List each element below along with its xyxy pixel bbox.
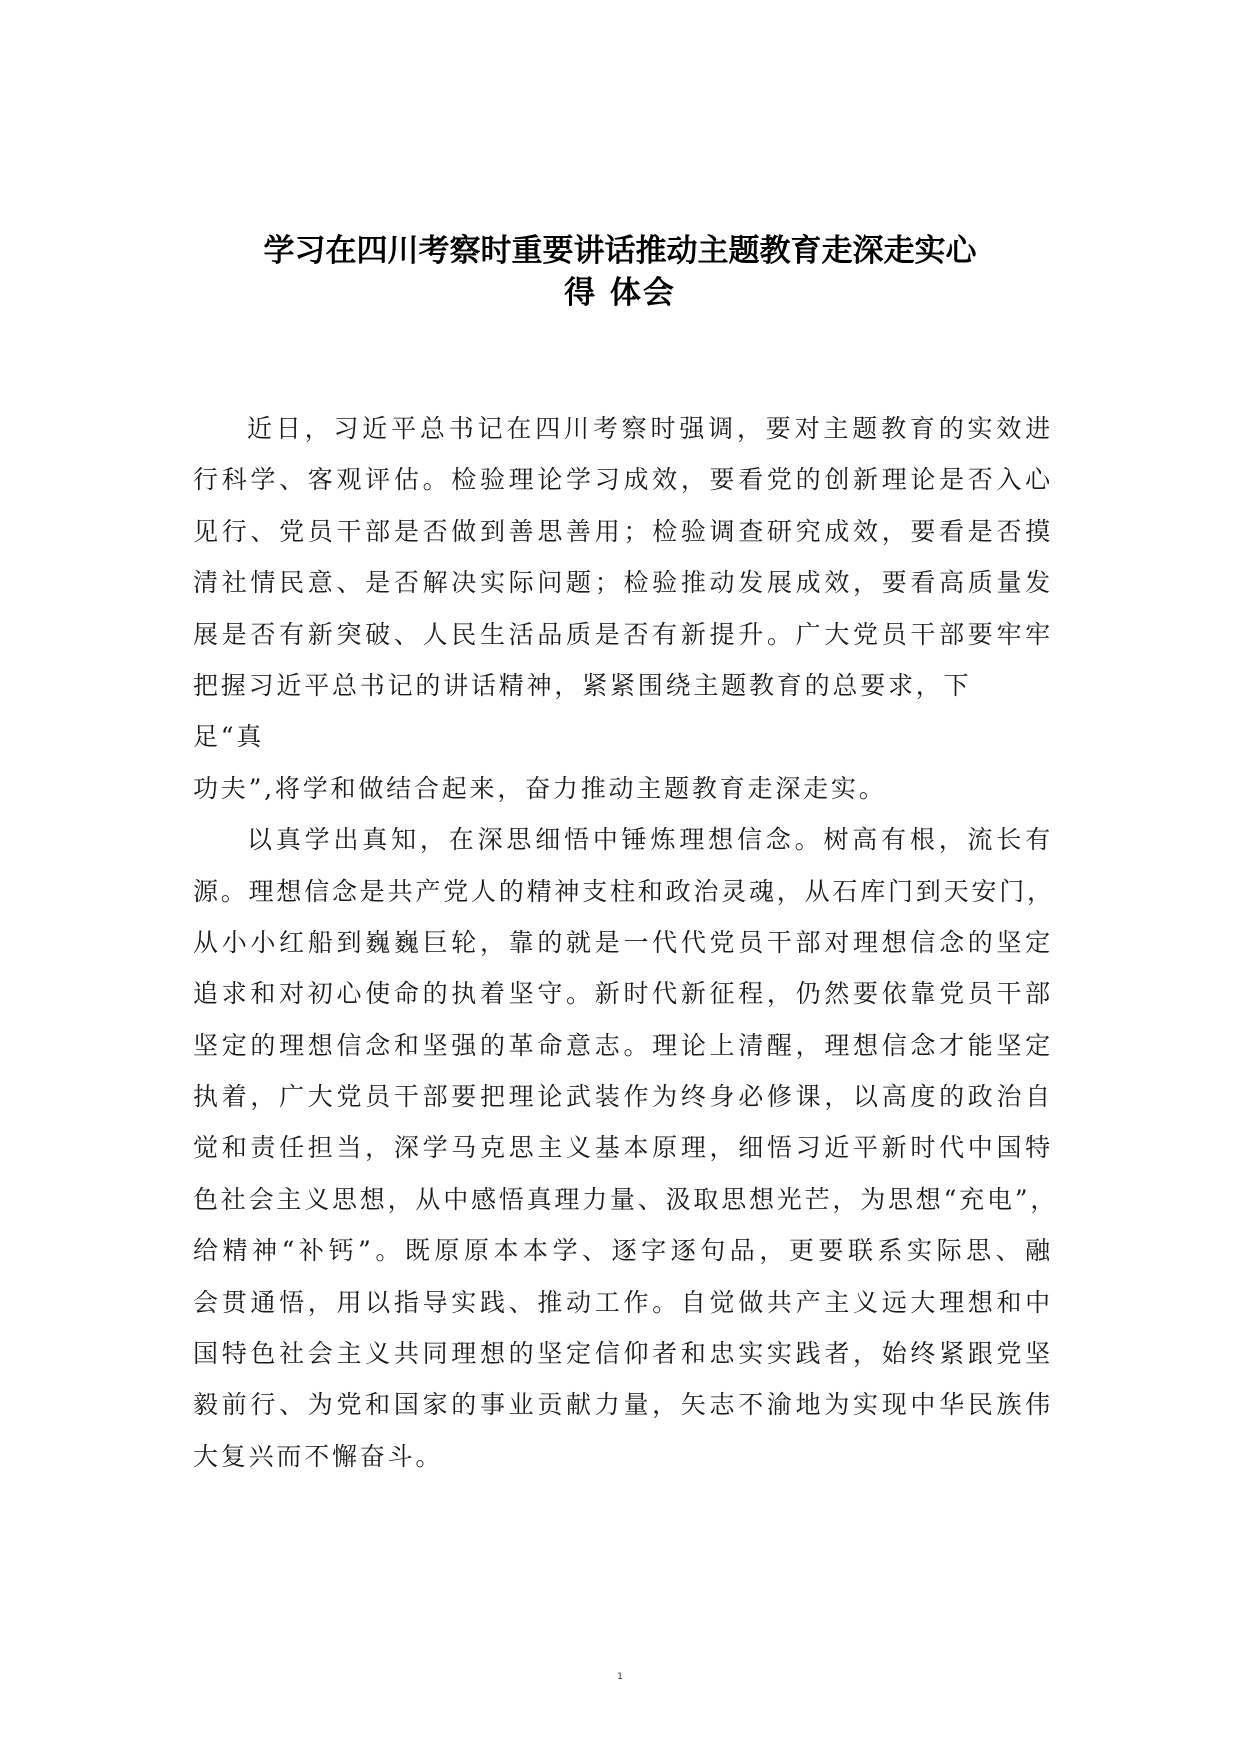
paragraph-1-line: 足“真 — [193, 722, 265, 752]
paragraph-1-line: 清社情民意、是否解决实际问题；检验推动发展成效，要看高质量发 — [193, 568, 1053, 598]
paragraph-2-line: 从小小红船到巍巍巨轮，靠的就是一代代党员干部对理想信念的坚定 — [193, 927, 1053, 957]
paragraph-2-line: 追求和对初心使命的执着坚守。新时代新征程，仍然要依靠党员干部 — [193, 979, 1053, 1009]
paragraph-2-line: 色社会主义思想，从中感悟真理力量、汲取思想光芒，为思想“充电”， — [193, 1184, 1059, 1214]
paragraph-2-line: 会贯通悟，用以指导实践、推动工作。自觉做共产主义远大理想和中 — [193, 1287, 1053, 1317]
paragraph-1-line: 见行、党员干部是否做到善思善用；检验调查研究成效，要看是否摸 — [193, 516, 1053, 546]
paragraph-1-line: 功夫”,将学和做结合起来，奋力推动主题教育走深走实。 — [193, 773, 887, 803]
document-title-line-2: 得 体会 — [564, 275, 676, 311]
paragraph-1-line: 行科学、客观评估。检验理论学习成效，要看党的创新理论是否入心 — [193, 465, 1053, 495]
page-number: 1 — [617, 1672, 623, 1682]
document-body — [193, 403, 1059, 1482]
paragraph-2-line: 觉和责任担当，深学马克思主义基本原理，细悟习近平新时代中国特 — [193, 1133, 1053, 1163]
paragraph-2-line: 执着，广大党员干部要把理论武装作为终身必修课，以高度的政治自 — [193, 1082, 1053, 1112]
paragraph-2-line: 坚定的理想信念和坚强的革命意志。理论上清醒，理想信念才能坚定 — [193, 1030, 1053, 1060]
paragraph-2-line: 源。理想信念是共产党人的精神支柱和政治灵魂，从石库门到天安门， — [193, 876, 1055, 906]
paragraph-2-line: 国特色社会主义共同理想的坚定信仰者和忠实实践者，始终紧跟党坚 — [193, 1339, 1053, 1369]
document-title-line-1: 学习在四川考察时重要讲话推动主题教育走深走实心 — [263, 233, 977, 269]
paragraph-2-line: 毅前行、为党和国家的事业贡献力量，矢志不渝地为实现中华民族伟 — [193, 1390, 1053, 1420]
paragraph-2-line: 给精神“补钙”。既原原本本学、逐字逐句品，更要联系实际思、融 — [193, 1236, 1053, 1266]
paragraph-1-line: 展是否有新突破、人民生活品质是否有新提升。广大党员干部要牢牢 — [193, 619, 1053, 649]
paragraph-1-line: 近日，习近平总书记在四川考察时强调，要对主题教育的实效进 — [247, 414, 1053, 443]
paragraph-2-line: 以真学出真知，在深思细悟中锤炼理想信念。树高有根，流长有 — [247, 825, 1053, 855]
paragraph-1-line: 把握习近平总书记的讲话精神，紧紧围绕主题教育的总要求，下 — [193, 670, 972, 700]
paragraph-2-line: 大复兴而不懈奋斗。 — [193, 1441, 444, 1471]
